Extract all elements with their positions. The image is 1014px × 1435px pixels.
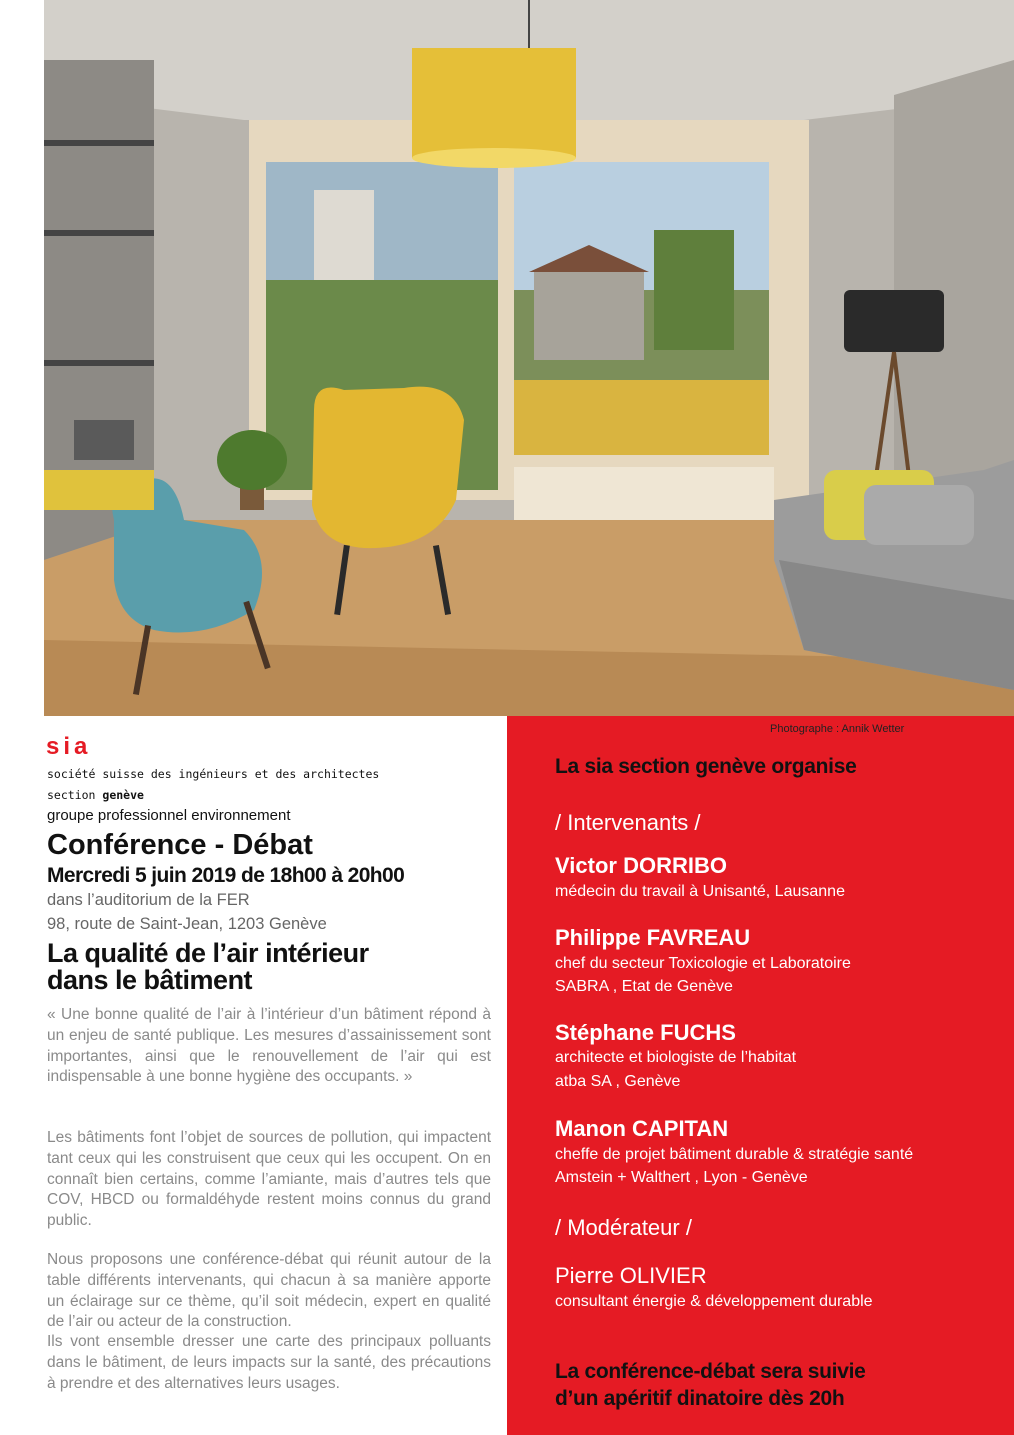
sia-logo: sia xyxy=(46,733,92,760)
speaker-organisation: Amstein + Walthert , Lyon - Genève xyxy=(555,1169,808,1186)
event-address: 98, route de Saint-Jean, 1203 Genève xyxy=(47,915,327,933)
moderator-name: Pierre OLIVIER xyxy=(555,1263,707,1288)
interior-photo xyxy=(44,0,1014,716)
body-paragraph: Ils vont ensemble dresser une carte des principaux polluants dans le bâtiment, de leurs impacts sur la santé, des précautions à prendre et des alternatives leurs usages. xyxy=(47,1333,491,1392)
body-paragraph: Nous proposons une conférence-débat qui réunit autour de la table différents intervenants, qui chacun à sa manière apporte un éclairage sur ce thème, qu’il soit médecin, expert en qualité de l’air ou acteur de la construction. xyxy=(47,1251,491,1331)
organisation-name: société suisse des ingénieurs et des architectes xyxy=(47,767,380,781)
speaker-organisation: SABRA , Etat de Genève xyxy=(555,978,733,995)
section-prefix: section xyxy=(47,788,96,802)
quote-paragraph: « Une bonne qualité de l’air à l’intérieur d’un bâtiment répond à un enjeu de santé publique. Les mesures d’assainissement sont importantes, ainsi que le renouvellement de l’air qui est indispensable à une bonne hygiène des occupants. » xyxy=(47,1006,491,1086)
speaker-role: chef du secteur Toxicologie et Laboratoire xyxy=(555,955,851,972)
speaker-organisation: atba SA , Genève xyxy=(555,1073,681,1090)
closing-line-1: La conférence-débat sera suivie xyxy=(555,1360,866,1383)
speaker-role: architecte et biologiste de l’habitat xyxy=(555,1049,797,1066)
speaker-name: Manon CAPITAN xyxy=(555,1116,729,1141)
photo-credit: Photographe : Annik Wetter xyxy=(770,723,905,735)
conference-topic-title xyxy=(47,940,369,994)
professional-group: groupe professionnel environnement xyxy=(47,807,291,824)
speakers-heading: / Intervenants / xyxy=(555,810,701,835)
organisation-section xyxy=(47,788,144,802)
body-paragraph: Les bâtiments font l’objet de sources de pollution, qui impactent tant ceux qui les construisent que ceux qui les occupent. On en connaît bien certains, comme l’amiante, mais d’autres tels que COV, HBCD ou formaldéhyde restent moins connus du grand public. xyxy=(47,1129,491,1230)
speaker-name: Philippe FAVREAU xyxy=(555,925,751,950)
topic-title-line-2: dans le bâtiment xyxy=(47,965,253,995)
event-date: Mercredi 5 juin 2019 de 18h00 à 20h00 xyxy=(47,864,405,887)
organizer-heading: La sia section genève organise xyxy=(555,755,857,778)
speaker-name: Stéphane FUCHS xyxy=(555,1020,736,1045)
living-room-illustration xyxy=(44,0,1014,716)
speaker-name: Victor DORRIBO xyxy=(555,853,727,878)
speaker-role: cheffe de projet bâtiment durable & stratégie santé xyxy=(555,1146,914,1163)
moderator-heading: / Modérateur / xyxy=(555,1215,692,1240)
speaker-role: médecin du travail à Unisanté, Lausanne xyxy=(555,883,845,900)
topic-title-line-1: La qualité de l’air intérieur xyxy=(47,938,369,968)
moderator-role: consultant énergie & développement durable xyxy=(555,1293,873,1310)
event-title: Conférence - Débat xyxy=(47,829,313,861)
closing-note xyxy=(555,1358,866,1412)
event-venue: dans l’auditorium de la FER xyxy=(47,891,250,909)
closing-line-2: d’un apéritif dinatoire dès 20h xyxy=(555,1387,845,1410)
section-name: genève xyxy=(102,788,144,802)
